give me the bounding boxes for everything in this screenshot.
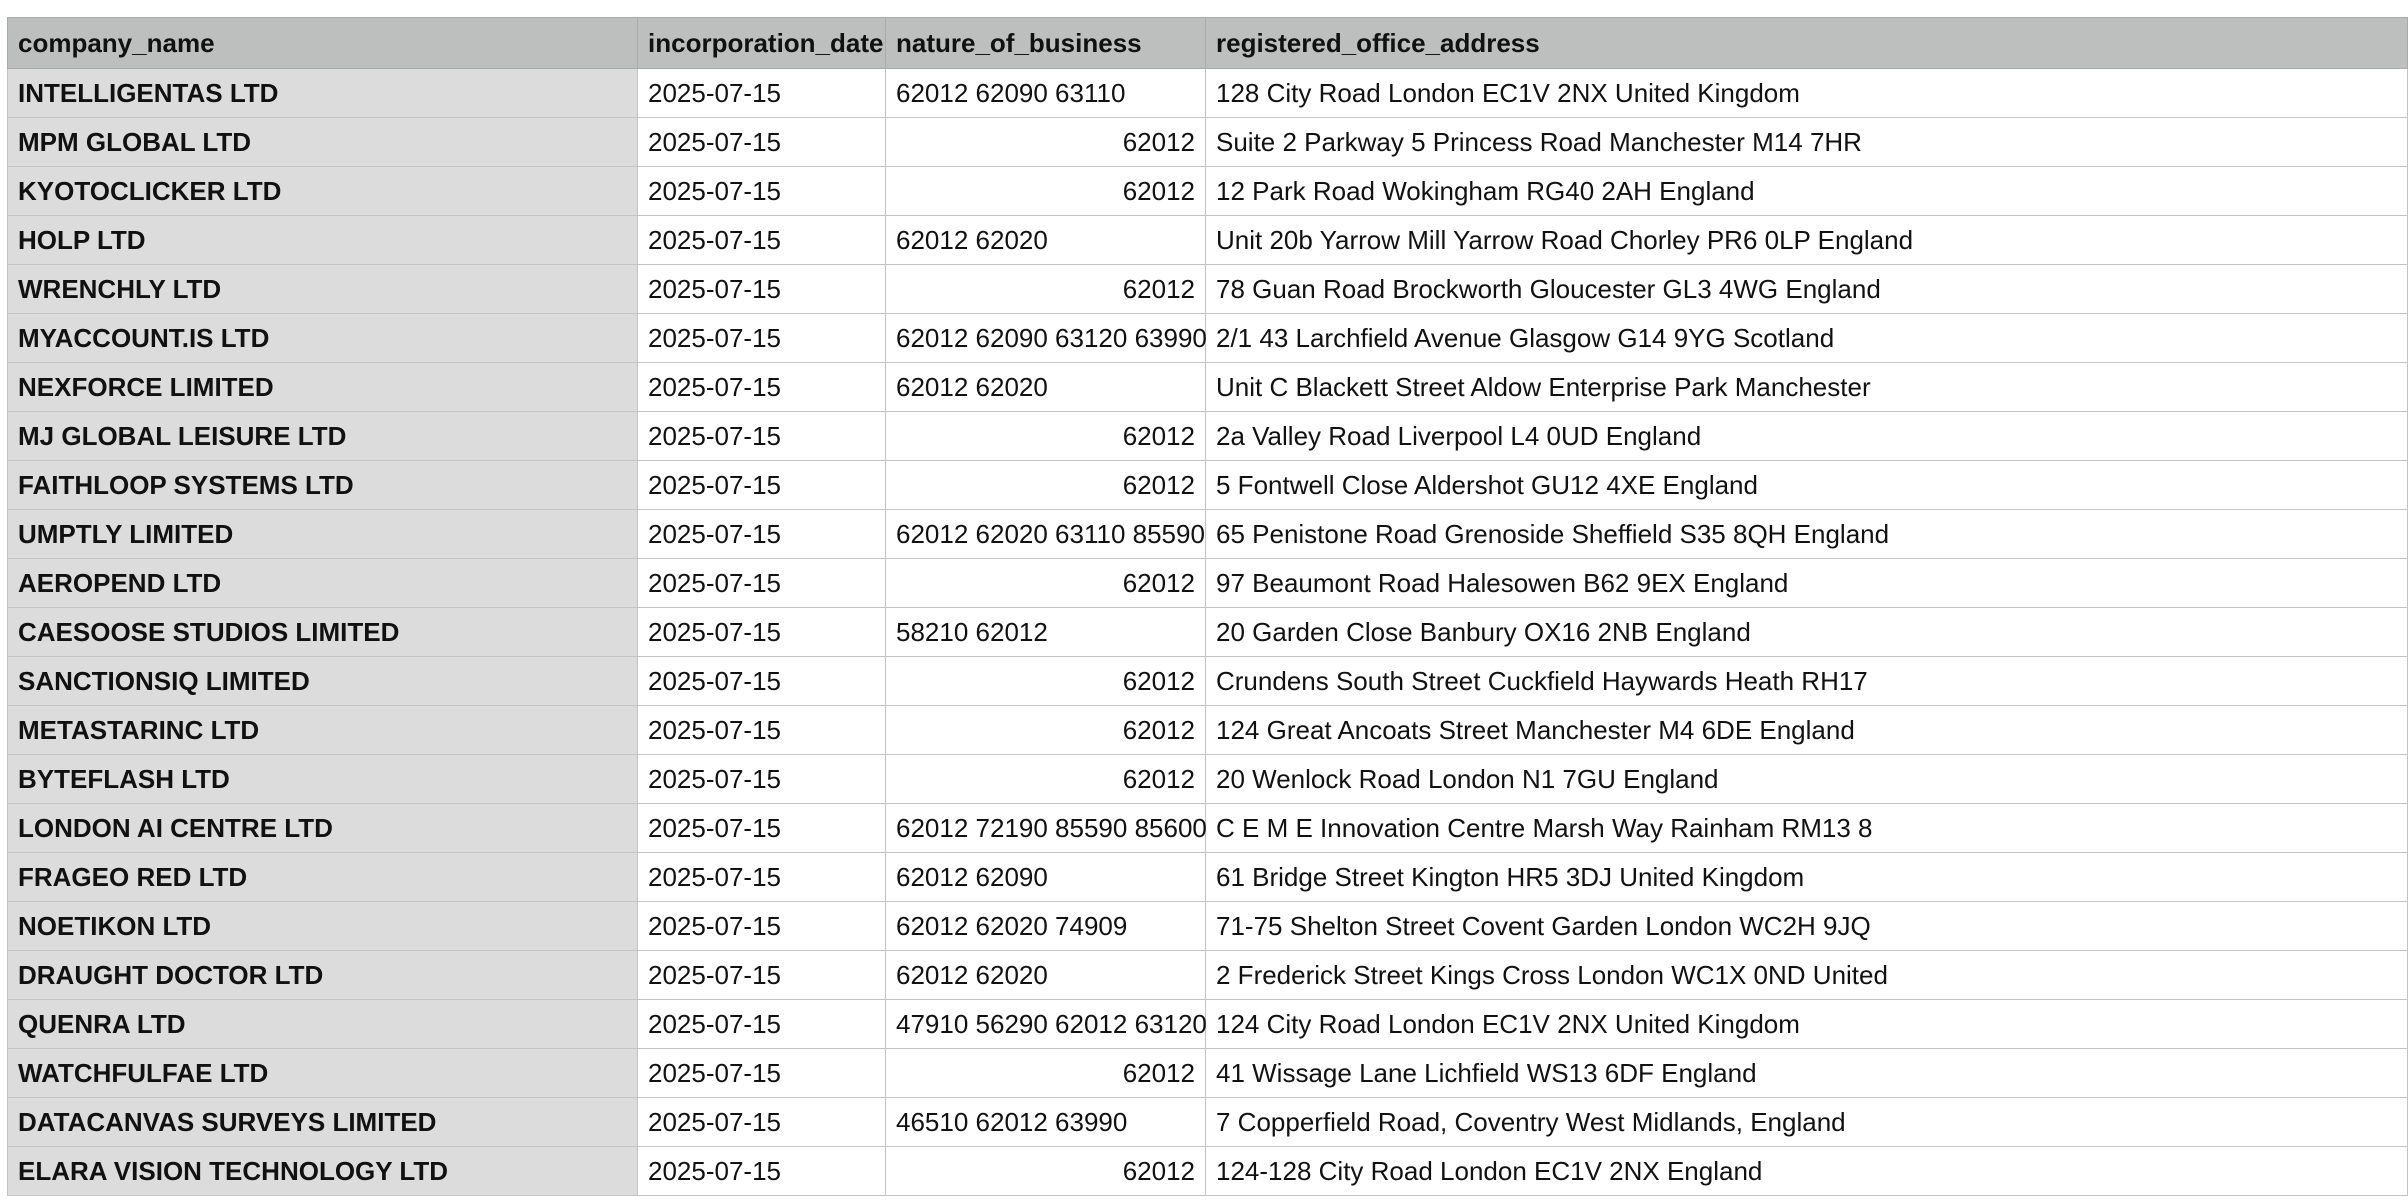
company-name-cell[interactable]: MYACCOUNT.IS LTD <box>8 314 638 363</box>
nature-of-business-cell[interactable]: 62012 62020 <box>886 951 1206 1000</box>
incorporation-date-cell[interactable]: 2025-07-15 <box>638 1000 886 1049</box>
top-margin <box>0 0 1832 17</box>
table-row <box>8 608 2408 657</box>
table-row <box>8 902 2408 951</box>
incorporation-date-cell[interactable]: 2025-07-15 <box>638 412 886 461</box>
table-body <box>8 69 2408 1196</box>
incorporation-date-cell[interactable]: 2025-07-15 <box>638 853 886 902</box>
header-row <box>8 18 2408 69</box>
registered-office-address-cell[interactable]: Unit C Blackett Street Aldow Enterprise Park Manchester <box>1206 363 2408 412</box>
incorporation-date-cell[interactable]: 2025-07-15 <box>638 461 886 510</box>
registered-office-address-cell[interactable]: 78 Guan Road Brockworth Gloucester GL3 4WG England <box>1206 265 2408 314</box>
incorporation-date-cell[interactable]: 2025-07-15 <box>638 1147 886 1196</box>
company-name-cell[interactable]: QUENRA LTD <box>8 1000 638 1049</box>
company-name-cell[interactable]: MJ GLOBAL LEISURE LTD <box>8 412 638 461</box>
registered-office-address-cell[interactable]: 7 Copperfield Road, Coventry West Midlands, England <box>1206 1098 2408 1147</box>
company-name-cell[interactable]: ELARA VISION TECHNOLOGY LTD <box>8 1147 638 1196</box>
company-name-cell[interactable]: MPM GLOBAL LTD <box>8 118 638 167</box>
nature-of-business-cell[interactable]: 62012 <box>886 755 1206 804</box>
company-name-cell[interactable]: LONDON AI CENTRE LTD <box>8 804 638 853</box>
table-row <box>8 951 2408 1000</box>
registered-office-address-cell[interactable]: 5 Fontwell Close Aldershot GU12 4XE England <box>1206 461 2408 510</box>
table-row <box>8 1000 2408 1049</box>
table-row <box>8 363 2408 412</box>
nature-of-business-cell[interactable]: 62012 <box>886 461 1206 510</box>
table-row <box>8 853 2408 902</box>
nature-of-business-cell[interactable]: 62012 <box>886 412 1206 461</box>
column-header-nature-of-business[interactable]: nature_of_business <box>886 18 1206 69</box>
table-row <box>8 559 2408 608</box>
registered-office-address-cell[interactable]: 128 City Road London EC1V 2NX United Kingdom <box>1206 69 2408 118</box>
registered-office-address-cell[interactable]: Crundens South Street Cuckfield Haywards Heath RH17 <box>1206 657 2408 706</box>
incorporation-date-cell[interactable]: 2025-07-15 <box>638 69 886 118</box>
incorporation-date-cell[interactable]: 2025-07-15 <box>638 510 886 559</box>
company-name-cell[interactable]: DATACANVAS SURVEYS LIMITED <box>8 1098 638 1147</box>
table-row <box>8 216 2408 265</box>
registered-office-address-cell[interactable]: 20 Garden Close Banbury OX16 2NB England <box>1206 608 2408 657</box>
incorporation-date-cell[interactable]: 2025-07-15 <box>638 951 886 1000</box>
incorporation-date-cell[interactable]: 2025-07-15 <box>638 1049 886 1098</box>
company-name-cell[interactable]: HOLP LTD <box>8 216 638 265</box>
table-row <box>8 755 2408 804</box>
nature-of-business-cell[interactable]: 62012 <box>886 167 1206 216</box>
table-row <box>8 510 2408 559</box>
table-row <box>8 1147 2408 1196</box>
nature-of-business-cell[interactable]: 62012 72190 85590 85600 <box>886 804 1206 853</box>
registered-office-address-cell[interactable]: C E M E Innovation Centre Marsh Way Rainham RM13 8 <box>1206 804 2408 853</box>
nature-of-business-cell[interactable]: 62012 62020 <box>886 216 1206 265</box>
table-row <box>8 657 2408 706</box>
nature-of-business-cell[interactable]: 62012 <box>886 559 1206 608</box>
nature-of-business-cell[interactable]: 62012 62090 <box>886 853 1206 902</box>
registered-office-address-cell[interactable]: 97 Beaumont Road Halesowen B62 9EX England <box>1206 559 2408 608</box>
nature-of-business-cell[interactable]: 62012 <box>886 1147 1206 1196</box>
table-row <box>8 461 2408 510</box>
incorporation-date-cell[interactable]: 2025-07-15 <box>638 118 886 167</box>
incorporation-date-cell[interactable]: 2025-07-15 <box>638 755 886 804</box>
company-name-cell[interactable]: METASTARINC LTD <box>8 706 638 755</box>
incorporation-date-cell[interactable]: 2025-07-15 <box>638 363 886 412</box>
registered-office-address-cell[interactable]: 65 Penistone Road Grenoside Sheffield S35 8QH England <box>1206 510 2408 559</box>
registered-office-address-cell[interactable]: Suite 2 Parkway 5 Princess Road Manchester M14 7HR <box>1206 118 2408 167</box>
company-name-cell[interactable]: WATCHFULFAE LTD <box>8 1049 638 1098</box>
incorporation-date-cell[interactable]: 2025-07-15 <box>638 706 886 755</box>
incorporation-date-cell[interactable]: 2025-07-15 <box>638 804 886 853</box>
nature-of-business-cell[interactable]: 62012 <box>886 118 1206 167</box>
incorporation-date-cell[interactable]: 2025-07-15 <box>638 265 886 314</box>
table-row <box>8 118 2408 167</box>
registered-office-address-cell[interactable]: 124 City Road London EC1V 2NX United Kingdom <box>1206 1000 2408 1049</box>
incorporation-date-cell[interactable]: 2025-07-15 <box>638 902 886 951</box>
incorporation-date-cell[interactable]: 2025-07-15 <box>638 314 886 363</box>
incorporation-date-cell[interactable]: 2025-07-15 <box>638 559 886 608</box>
table-row <box>8 804 2408 853</box>
company-name-cell[interactable]: CAESOOSE STUDIOS LIMITED <box>8 608 638 657</box>
nature-of-business-cell[interactable]: 62012 62090 63110 <box>886 69 1206 118</box>
company-name-cell[interactable]: NOETIKON LTD <box>8 902 638 951</box>
registered-office-address-cell[interactable]: Unit 20b Yarrow Mill Yarrow Road Chorley PR6 0LP England <box>1206 216 2408 265</box>
company-name-cell[interactable]: DRAUGHT DOCTOR LTD <box>8 951 638 1000</box>
registered-office-address-cell[interactable]: 124 Great Ancoats Street Manchester M4 6DE England <box>1206 706 2408 755</box>
nature-of-business-cell[interactable]: 62012 62020 63110 85590 <box>886 510 1206 559</box>
companies-table <box>7 17 2408 1196</box>
nature-of-business-cell[interactable]: 62012 <box>886 1049 1206 1098</box>
registered-office-address-cell[interactable]: 61 Bridge Street Kington HR5 3DJ United Kingdom <box>1206 853 2408 902</box>
table-row <box>8 265 2408 314</box>
nature-of-business-cell[interactable]: 62012 <box>886 706 1206 755</box>
nature-of-business-cell[interactable]: 58210 62012 <box>886 608 1206 657</box>
nature-of-business-cell[interactable]: 47910 56290 62012 63120 <box>886 1000 1206 1049</box>
registered-office-address-cell[interactable]: 20 Wenlock Road London N1 7GU England <box>1206 755 2408 804</box>
registered-office-address-cell[interactable]: 71-75 Shelton Street Covent Garden London WC2H 9JQ <box>1206 902 2408 951</box>
incorporation-date-cell[interactable]: 2025-07-15 <box>638 608 886 657</box>
company-name-cell[interactable]: NEXFORCE LIMITED <box>8 363 638 412</box>
incorporation-date-cell[interactable]: 2025-07-15 <box>638 1098 886 1147</box>
table-row <box>8 1049 2408 1098</box>
registered-office-address-cell[interactable]: 2 Frederick Street Kings Cross London WC1X 0ND United <box>1206 951 2408 1000</box>
registered-office-address-cell[interactable]: 41 Wissage Lane Lichfield WS13 6DF England <box>1206 1049 2408 1098</box>
incorporation-date-cell[interactable]: 2025-07-15 <box>638 167 886 216</box>
nature-of-business-cell[interactable]: 62012 <box>886 265 1206 314</box>
table-row <box>8 706 2408 755</box>
table-row <box>8 1098 2408 1147</box>
registered-office-address-cell[interactable]: 124-128 City Road London EC1V 2NX England <box>1206 1147 2408 1196</box>
table-row <box>8 69 2408 118</box>
company-name-cell[interactable]: UMPTLY LIMITED <box>8 510 638 559</box>
column-header-incorporation-date[interactable]: incorporation_date <box>638 18 886 69</box>
company-name-cell[interactable]: INTELLIGENTAS LTD <box>8 69 638 118</box>
company-name-cell[interactable]: FRAGEO RED LTD <box>8 853 638 902</box>
incorporation-date-cell[interactable]: 2025-07-15 <box>638 216 886 265</box>
company-name-cell[interactable]: FAITHLOOP SYSTEMS LTD <box>8 461 638 510</box>
company-name-cell[interactable]: KYOTOCLICKER LTD <box>8 167 638 216</box>
incorporation-date-cell[interactable]: 2025-07-15 <box>638 657 886 706</box>
nature-of-business-cell[interactable]: 62012 <box>886 657 1206 706</box>
registered-office-address-cell[interactable]: 2a Valley Road Liverpool L4 0UD England <box>1206 412 2408 461</box>
table-row <box>8 412 2408 461</box>
company-name-cell[interactable]: BYTEFLASH LTD <box>8 755 638 804</box>
column-header-company-name[interactable]: company_name <box>8 18 638 69</box>
nature-of-business-cell[interactable]: 62012 62090 63120 63990 <box>886 314 1206 363</box>
company-name-cell[interactable]: SANCTIONSIQ LIMITED <box>8 657 638 706</box>
column-header-registered-office-address[interactable]: registered_office_address <box>1206 18 2408 69</box>
table-row <box>8 167 2408 216</box>
table-row <box>8 314 2408 363</box>
company-name-cell[interactable]: WRENCHLY LTD <box>8 265 638 314</box>
nature-of-business-cell[interactable]: 62012 62020 74909 <box>886 902 1206 951</box>
company-name-cell[interactable]: AEROPEND LTD <box>8 559 638 608</box>
registered-office-address-cell[interactable]: 2/1 43 Larchfield Avenue Glasgow G14 9YG Scotland <box>1206 314 2408 363</box>
nature-of-business-cell[interactable]: 46510 62012 63990 <box>886 1098 1206 1147</box>
nature-of-business-cell[interactable]: 62012 62020 <box>886 363 1206 412</box>
registered-office-address-cell[interactable]: 12 Park Road Wokingham RG40 2AH England <box>1206 167 2408 216</box>
